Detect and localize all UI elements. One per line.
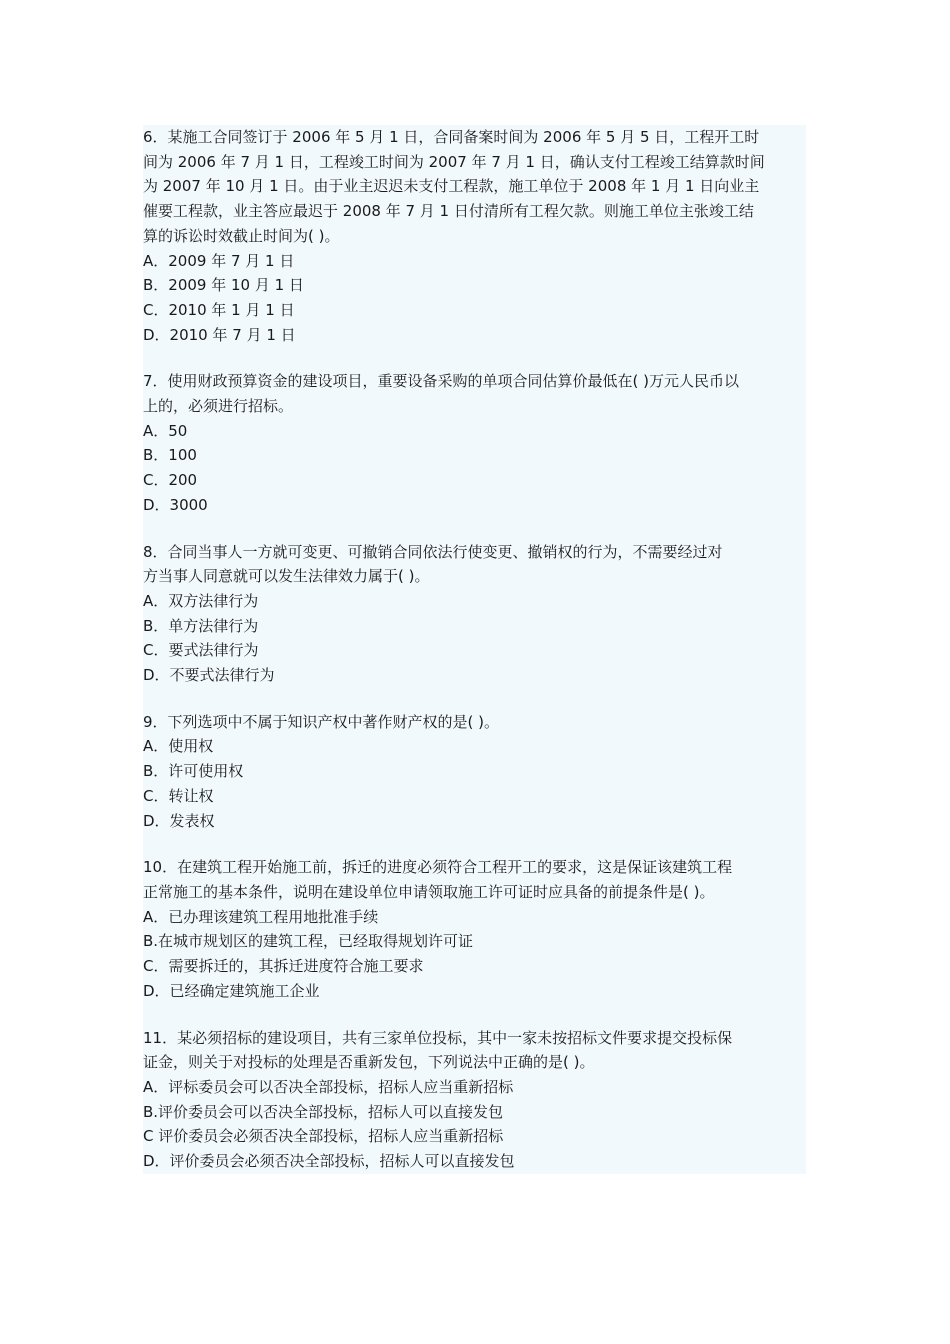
answer-option: B.在城市规划区的建筑工程，已经取得规划许可证: [143, 932, 474, 951]
question-stem-line: 证金，则关于对投标的处理是否重新发包，下列说法中正确的是( )。: [143, 1053, 595, 1072]
answer-option: D．2010 年 7 月 1 日: [143, 325, 296, 344]
answer-option: B．100: [143, 446, 197, 465]
question-block: [143, 125, 806, 347]
exam-content: [143, 125, 806, 1174]
question-stem-line: 9．下列选项中不属于知识产权中著作财产权的是( )。: [143, 712, 500, 731]
question-stem-line: 间为 2006 年 7 月 1 日，工程竣工时间为 2007 年 7 月 1 日，确认支付工程竣工结算款时间: [143, 152, 765, 171]
answer-option: D．发表权: [143, 811, 215, 830]
question-block: [143, 540, 806, 688]
question-block: [143, 1026, 806, 1174]
answer-option: D．不要式法律行为: [143, 666, 275, 685]
question-stem-line: 7．使用财政预算资金的建设项目，重要设备采购的单项合同估算价最低在( )万元人民币以: [143, 372, 740, 391]
answer-option: C．需要拆迁的，其拆迁进度符合施工要求: [143, 957, 424, 976]
answer-option: A．双方法律行为: [143, 591, 259, 610]
answer-option: C．2010 年 1 月 1 日: [143, 300, 295, 319]
question-stem-line: 10．在建筑工程开始施工前，拆迁的进度必须符合工程开工的要求，这是保证该建筑工程: [143, 858, 733, 877]
question-stem-line: 正常施工的基本条件，说明在建设单位申请领取施工许可证时应具备的前提条件是( )。: [143, 882, 715, 901]
answer-option: D．已经确定建筑施工企业: [143, 981, 320, 1000]
question-stem-line: 催要工程款，业主答应最迟于 2008 年 7 月 1 日付清所有工程欠款。则施工单位主张竣工结: [143, 202, 754, 221]
answer-option: A．50: [143, 421, 188, 440]
question-stem-line: 方当事人同意就可以发生法律效力属于( )。: [143, 567, 430, 586]
question-block: [143, 855, 806, 1003]
question-block: [143, 710, 806, 834]
answer-option: B.评价委员会可以否决全部投标，招标人可以直接发包: [143, 1102, 504, 1121]
question-stem-line: 为 2007 年 10 月 1 日。由于业主迟迟未支付工程款，施工单位于 2008 年 1 月 1 日向业主: [143, 177, 760, 196]
question-block: [143, 369, 806, 517]
answer-option: A．2009 年 7 月 1 日: [143, 251, 295, 270]
answer-option: C．转让权: [143, 786, 214, 805]
answer-option: B．单方法律行为: [143, 616, 259, 635]
answer-option: B．2009 年 10 月 1 日: [143, 276, 304, 295]
question-stem-line: 6．某施工合同签订于 2006 年 5 月 1 日，合同备案时间为 2006 年 5 月 5 日，工程开工时: [143, 128, 760, 146]
answer-option: C．要式法律行为: [143, 641, 259, 660]
question-stem-line: 8．合同当事人一方就可变更、可撤销合同依法行使变更、撤销权的行为，不需要经过对: [143, 542, 723, 561]
answer-option: B．许可使用权: [143, 762, 244, 781]
answer-option: D．3000: [143, 495, 208, 514]
question-stem-line: 算的诉讼时效截止时间为( )。: [143, 226, 340, 245]
answer-option: A．使用权: [143, 737, 214, 756]
answer-option: D．评价委员会必须否决全部投标，招标人可以直接发包: [143, 1152, 515, 1171]
question-stem-line: 上的，必须进行招标。: [143, 397, 294, 416]
question-stem-line: 11．某必须招标的建设项目，共有三家单位投标，其中一家未按招标文件要求提交投标保: [143, 1028, 733, 1047]
answer-option: C．200: [143, 471, 198, 490]
answer-option: A．评标委员会可以否决全部投标，招标人应当重新招标: [143, 1077, 514, 1096]
answer-option: A．已办理该建筑工程用地批准手续: [143, 907, 379, 926]
answer-option: C 评价委员会必须否决全部投标，招标人应当重新招标: [143, 1127, 504, 1146]
